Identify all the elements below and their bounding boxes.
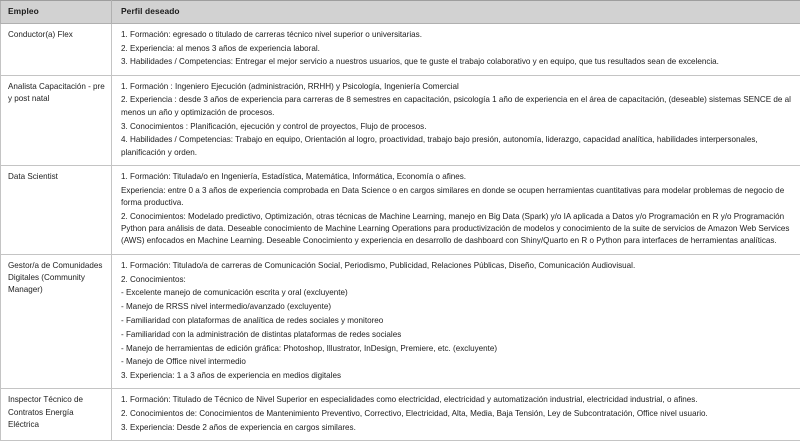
perfil-line: 2. Conocimientos: Modelado predictivo, Optimización, otras técnicas de Machine Learning, manejo en Big Data (Spark) y/o IA aplicada a Datos y/o Programación en R y/o Programación Python para análisis de data. Deseable conocimiento de Machine Learning Operations para productivización de modelos y conocimiento de la suite de servicios de Amazon Web Services (AWS) enfocados en Machine Learning. Deseable Conocimiento y experiencia en desarrollo de dashboard con Shiny/Quarto en R o Python para interfaces de herramientas analíticas.: [121, 211, 792, 248]
perfil-line: - Manejo de Office nivel intermedio: [121, 356, 792, 368]
table-row: [1, 165, 800, 254]
cell-empleo: Data Scientist: [1, 165, 112, 254]
perfil-line: 1. Formación: Titulada/o en Ingeniería, Estadística, Matemática, Informática, Economía o afines.: [121, 171, 792, 183]
cell-empleo: Gestor/a de Comunidades Digitales (Community Manager): [1, 254, 112, 389]
perfil-line: 2. Experiencia : desde 3 años de experiencia para carreras de 8 semestres en capacitación, psicología 1 año de experiencia en el área de capacitación, (deseable) sistemas SENCE de al menos un año y optimización de procesos.: [121, 94, 792, 119]
perfil-line: - Excelente manejo de comunicación escrita y oral (excluyente): [121, 287, 792, 299]
table-header-row: [1, 1, 800, 24]
cell-perfil: [112, 75, 800, 165]
perfil-line: 3. Experiencia: Desde 2 años de experiencia en cargos similares.: [121, 422, 792, 434]
perfil-line: 1. Formación : Ingeniero Ejecución (administración, RRHH) y Psicología, Ingeniería Comercial: [121, 81, 792, 93]
cell-perfil: [112, 254, 800, 389]
table-row: [1, 254, 800, 389]
table-row: [1, 23, 800, 75]
cell-empleo: Conductor(a) Flex: [1, 23, 112, 75]
cell-perfil: [112, 389, 800, 441]
perfil-line: 3. Conocimientos : Planificación, ejecución y control de proyectos, Flujo de procesos.: [121, 121, 792, 133]
perfil-line: 2. Experiencia: al menos 3 años de experiencia laboral.: [121, 43, 792, 55]
perfil-line: 4. Habilidades / Competencias: Trabajo en equipo, Orientación al logro, proactividad, trabajo bajo presión, autonomía, liderazgo, capacidad analítica, habilidades interpersonales, planificación y orden.: [121, 134, 792, 159]
cell-perfil: [112, 165, 800, 254]
perfil-line: 2. Conocimientos:: [121, 274, 792, 286]
perfil-line: - Familiaridad con plataformas de analítica de redes sociales y monitoreo: [121, 315, 792, 327]
perfil-line: - Manejo de herramientas de edición gráfica: Photoshop, Illustrator, InDesign, Premiere, etc. (excluyente): [121, 343, 792, 355]
perfil-line: - Manejo de RRSS nivel intermedio/avanzado (excluyente): [121, 301, 792, 313]
table-row: [1, 389, 800, 441]
table-row: [1, 75, 800, 165]
column-header-empleo: Empleo: [1, 1, 112, 24]
perfil-line: 1. Formación: egresado o titulado de carreras técnico nivel superior o universitarias.: [121, 29, 792, 41]
perfil-line: 1. Formación: Titulado de Técnico de Nivel Superior en especialidades como electricidad, electricidad y automatización industrial, electricidad industrial, o afines.: [121, 394, 792, 406]
perfil-line: 1. Formación: Titulado/a de carreras de Comunicación Social, Periodismo, Publicidad, Relaciones Públicas, Diseño, Comunicación Audiovisual.: [121, 260, 792, 272]
perfil-line: - Familiaridad con la administración de distintas plataformas de redes sociales: [121, 329, 792, 341]
perfil-line: 3. Habilidades / Competencias: Entregar el mejor servicio a nuestros usuarios, que te guste el trabajo colaborativo y en equipo, que tus resultados sean de excelencia.: [121, 56, 792, 68]
table-body: [1, 23, 800, 441]
perfil-line: 2. Conocimientos de: Conocimientos de Mantenimiento Preventivo, Correctivo, Electricidad, Alta, Media, Baja Tensión, Ley de Subcontratación, Office nivel usuario.: [121, 408, 792, 420]
cell-perfil: [112, 23, 800, 75]
column-header-perfil: Perfil deseado: [112, 1, 800, 24]
cell-empleo: Analista Capacitación - pre y post natal: [1, 75, 112, 165]
table-header: [1, 1, 800, 24]
cell-empleo: Inspector Técnico de Contratos Energía Eléctrica: [1, 389, 112, 441]
perfil-line: 3. Experiencia: 1 a 3 años de experiencia en medios digitales: [121, 370, 792, 382]
perfil-line: Experiencia: entre 0 a 3 años de experiencia comprobada en Data Science o en cargos similares en donde se ocupen herramientas cuantitativas para modelar problemas de negocio de forma productiva.: [121, 185, 792, 210]
